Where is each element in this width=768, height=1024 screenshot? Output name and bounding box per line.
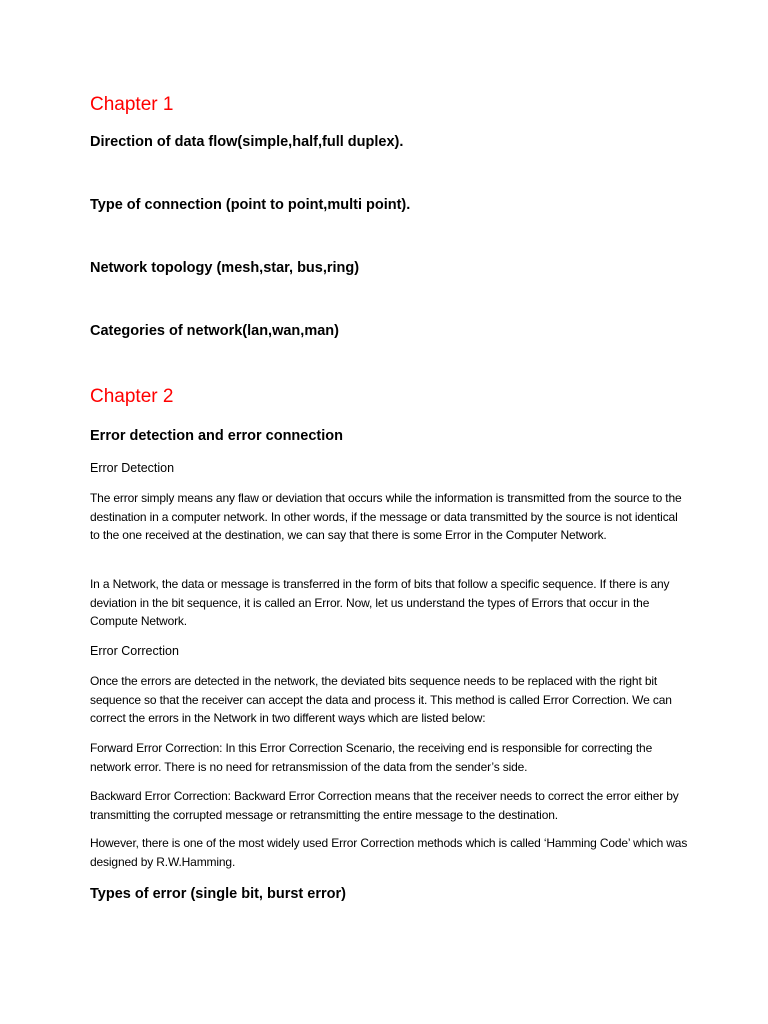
chapter-1-topic-network-topology: Network topology (mesh,star, bus,ring)	[90, 260, 360, 276]
forward-error-correction-paragraph: Forward Error Correction: In this Error Correction Scenario, the receiving end is responsible for correcting the network error. There is no need for retransmission of the data from the sender’s side.	[90, 741, 653, 774]
backward-error-correction-paragraph: Backward Error Correction: Backward Error Correction means that the receiver needs to correct the error either by transmitting the corrupted message or retransmitting the entire message to the destination.	[90, 789, 679, 822]
error-detection-heading: Error Detection	[90, 461, 175, 475]
chapter-1-topic-data-flow: Direction of data flow(simple,half,full duplex).	[90, 134, 404, 150]
hamming-code-paragraph: However, there is one of the most widely used Error Correction methods which is called ‘Hamming Code’ which was designed by R.W.Hamming.	[90, 836, 688, 869]
error-correction-paragraph-1: Once the errors are detected in the network, the deviated bits sequence needs to be replaced with the right bit sequence so that the receiver can accept the data and process it. This method is called Error Correction. We can correct the errors in the Network in two different ways which are listed below:	[90, 674, 672, 725]
error-detection-paragraph-2: In a Network, the data or message is transferred in the form of bits that follow a specific sequence. If there is any deviation in the bit sequence, it is called an Error. Now, let us understand the types of Errors that occur in the Compute Network.	[90, 577, 670, 628]
chapter-2-section-title: Error detection and error connection	[90, 428, 343, 444]
chapter-1-topic-connection-type: Type of connection (point to point,multi point).	[90, 197, 411, 213]
chapter-2-heading: Chapter 2	[90, 386, 174, 407]
chapter-1-topic-network-categories: Categories of network(lan,wan,man)	[90, 323, 339, 339]
chapter-1-heading: Chapter 1	[90, 94, 174, 115]
error-detection-paragraph-1: The error simply means any flaw or deviation that occurs while the information is transmitted from the source to the destination in a computer network. In other words, if the message or data transmitted by the source is not identical to the one received at the destination, we can say that there is some Error in the Computer Network.	[90, 491, 682, 542]
types-of-error-heading: Types of error (single bit, burst error)	[90, 886, 346, 902]
error-correction-heading: Error Correction	[90, 644, 179, 658]
